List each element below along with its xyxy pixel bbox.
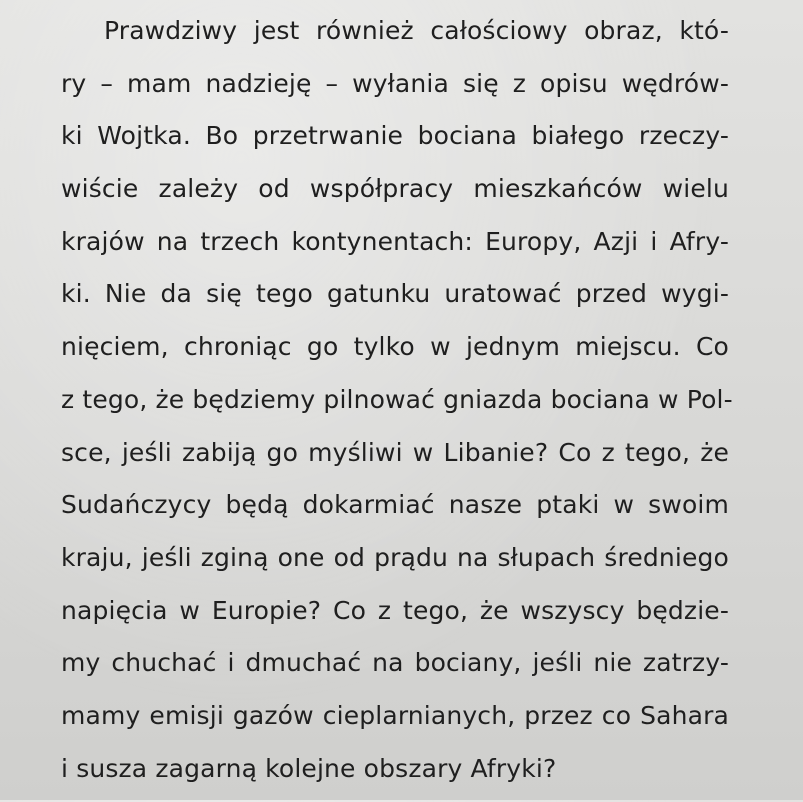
text-line-9: sce, jeśli zabiją go myśliwi w Libanie? Co z tego, że [61,437,729,467]
text-line-13: my chuchać i dmuchać na bociany, jeśli nie zatrzy- [61,648,729,678]
text-line-4: wiście zależy od współpracy mieszkańców wielu [61,174,729,204]
text-line-11: kraju, jeśli zginą one od prądu na słupach średniego [61,542,729,572]
text-line-7: nięciem, chroniąc go tylko w jednym miejscu. Co [61,332,729,362]
text-line-2: ry – mam nadzieję – wyłania się z opisu wędrów- [61,68,729,98]
text-line-14: mamy emisji gazów cieplarnianych, przez co Sahara [61,700,729,730]
text-line-10: Sudańczycy będą dokarmiać nasze ptaki w swoim [61,490,729,520]
text-line-8: z tego, że będziemy pilnować gniazda bociana w Pol- [61,384,733,414]
text-line-3: ki Wojtka. Bo przetrwanie bociana białego rzeczy- [61,121,729,151]
text-line-12: napięcia w Europie? Co z tego, że wszyscy będzie- [61,595,729,625]
text-line-6: ki. Nie da się tego gatunku uratować przed wygi- [61,279,729,309]
text-line-1: Prawdziwy jest również całościowy obraz, któ- [104,16,729,45]
text-line-15: i susza zagarną kolejne obszary Afryki? [61,753,557,783]
text-line-5: krajów na trzech kontynentach: Europy, Azji i Afry- [61,226,729,256]
paragraph-text [61,12,733,802]
